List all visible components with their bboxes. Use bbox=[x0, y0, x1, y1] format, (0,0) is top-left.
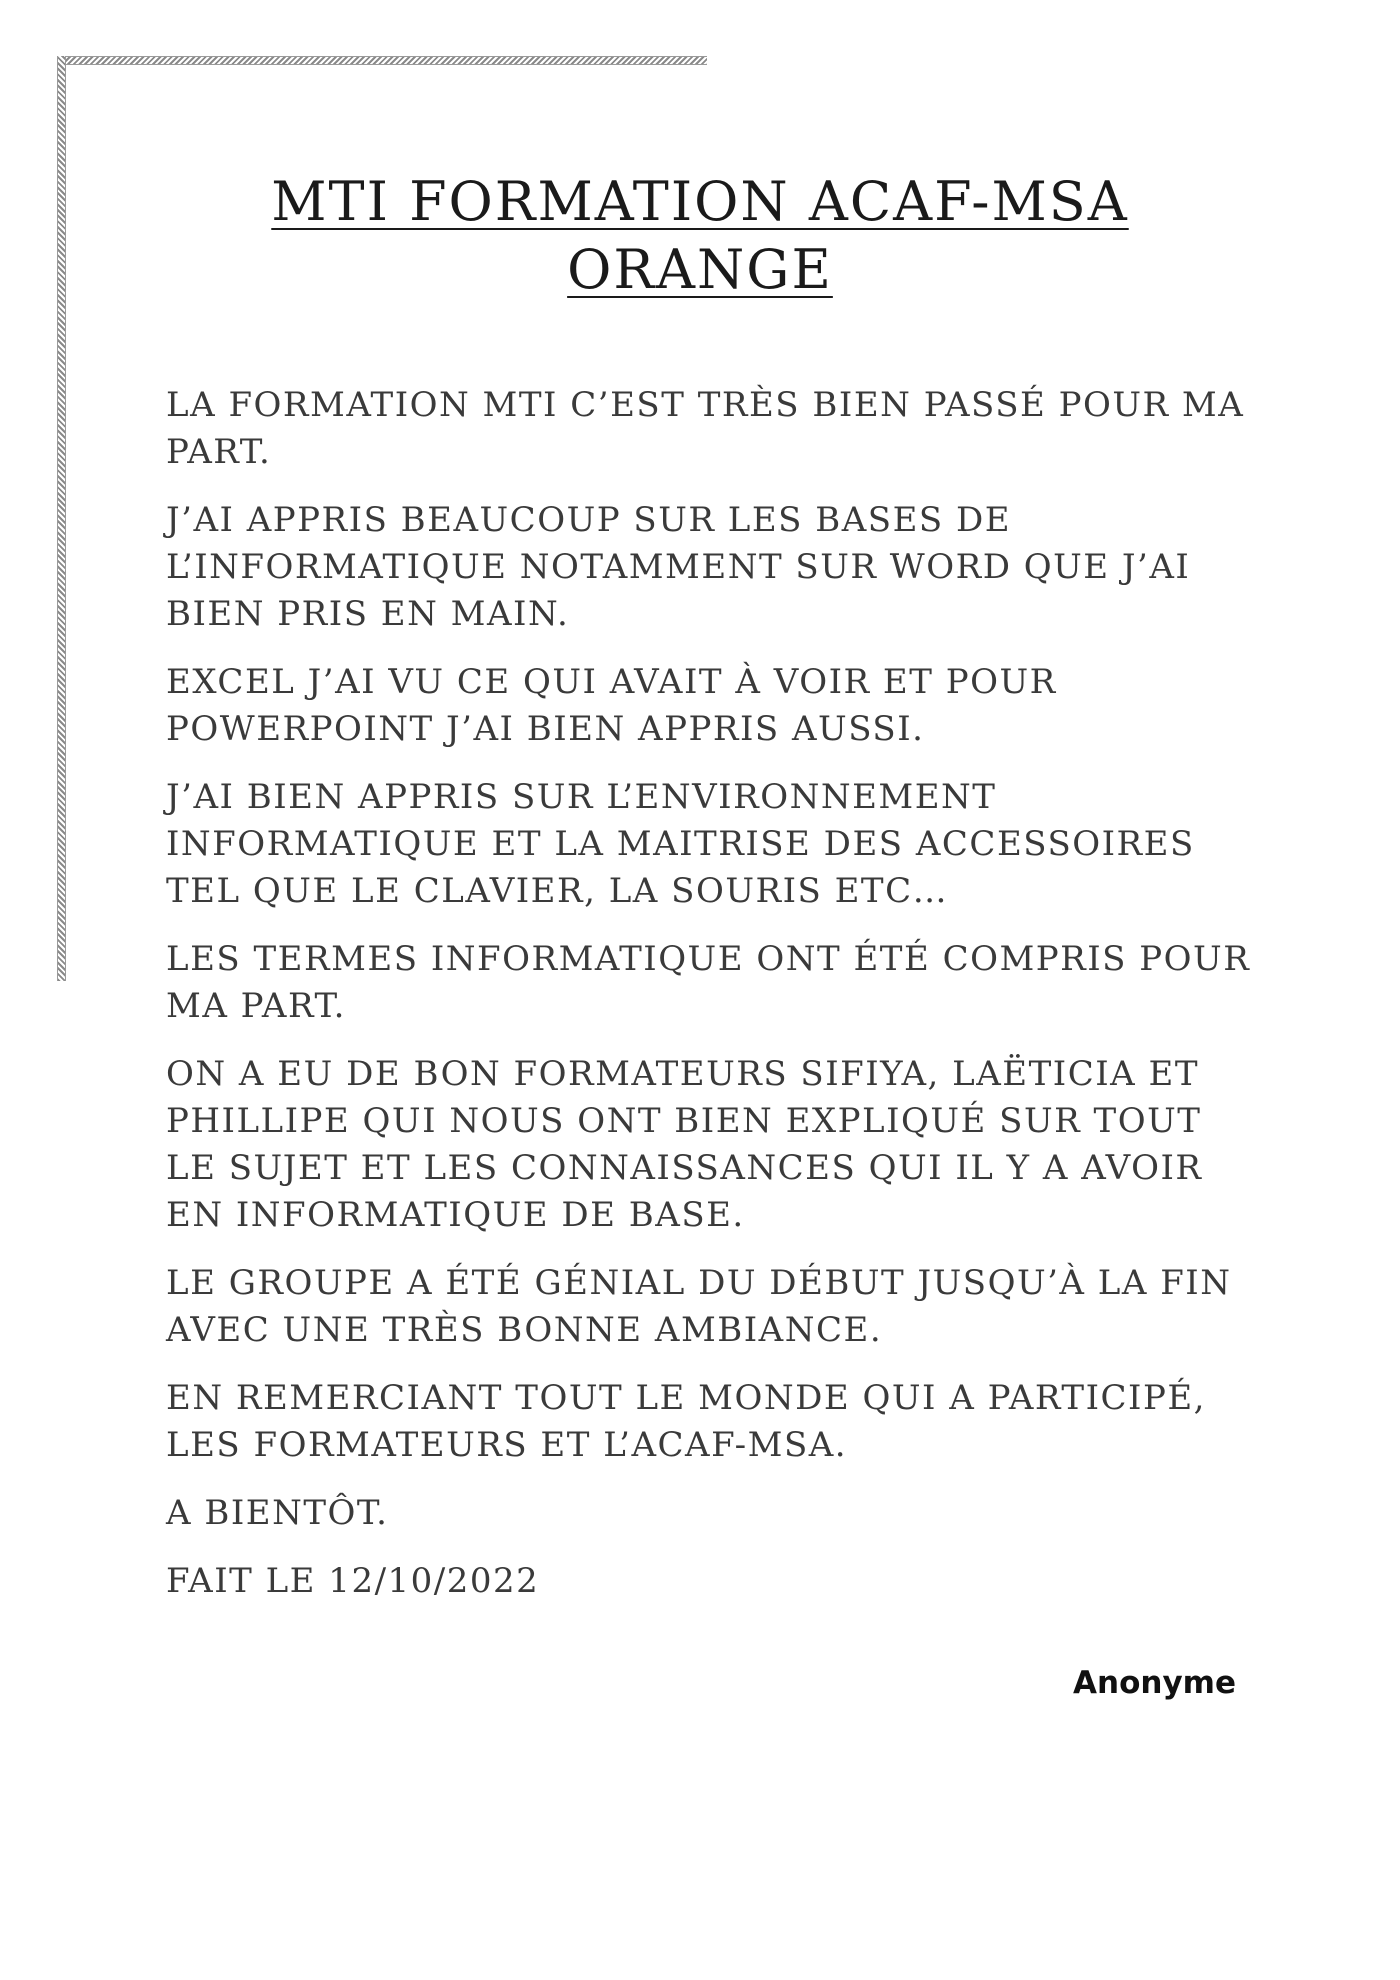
title-line-2: ORANGE bbox=[567, 238, 833, 301]
document-body bbox=[166, 382, 1256, 1626]
paragraph-environment: J’AI BIEN APPRIS SUR L’ENVIRONNEMENT INFORMATIQUE ET LA MAITRISE DES ACCESSOIRES TEL QUE LE CLAVIER, LA SOURIS ETC… bbox=[166, 777, 1195, 911]
paragraph-trainers: ON A EU DE BON FORMATEURS SIFIYA, LAËTICIA ET PHILLIPE QUI NOUS ONT BIEN EXPLIQUÉ SUR TOUT LE SUJET ET LES CONNAISSANCES QUI IL Y A AVOIR EN INFORMATIQUE DE BASE. bbox=[166, 1054, 1203, 1235]
paragraph-group: LE GROUPE A ÉTÉ GÉNIAL DU DÉBUT JUSQU’À LA FIN AVEC UNE TRÈS BONNE AMBIANCE. bbox=[166, 1263, 1232, 1350]
decorative-border-top bbox=[57, 56, 707, 65]
paragraph-terms: LES TERMES INFORMATIQUE ONT ÉTÉ COMPRIS POUR MA PART. bbox=[166, 939, 1251, 1026]
paragraph-word: J’AI APPRIS BEAUCOUP SUR LES BASES DE L’INFORMATIQUE NOTAMMENT SUR WORD QUE J’AI BIEN PRIS EN MAIN. bbox=[166, 500, 1191, 634]
paragraph-closing: A BIENTÔT. bbox=[166, 1493, 389, 1533]
title-line-1: MTI FORMATION ACAF-MSA bbox=[271, 170, 1129, 233]
decorative-border-left bbox=[57, 56, 66, 981]
signature: Anonyme bbox=[1073, 1665, 1236, 1701]
paragraph-excel-powerpoint: EXCEL J’AI VU CE QUI AVAIT À VOIR ET POUR POWERPOINT J’AI BIEN APPRIS AUSSI. bbox=[166, 662, 1057, 749]
document-title bbox=[200, 168, 1200, 304]
paragraph-thanks: EN REMERCIANT TOUT LE MONDE QUI A PARTICIPÉ, LES FORMATEURS ET L’ACAF-MSA. bbox=[166, 1378, 1206, 1465]
paragraph-date: FAIT LE 12/10/2022 bbox=[166, 1561, 540, 1601]
paragraph-intro: LA FORMATION MTI C’EST TRÈS BIEN PASSÉ POUR MA PART. bbox=[166, 385, 1245, 472]
